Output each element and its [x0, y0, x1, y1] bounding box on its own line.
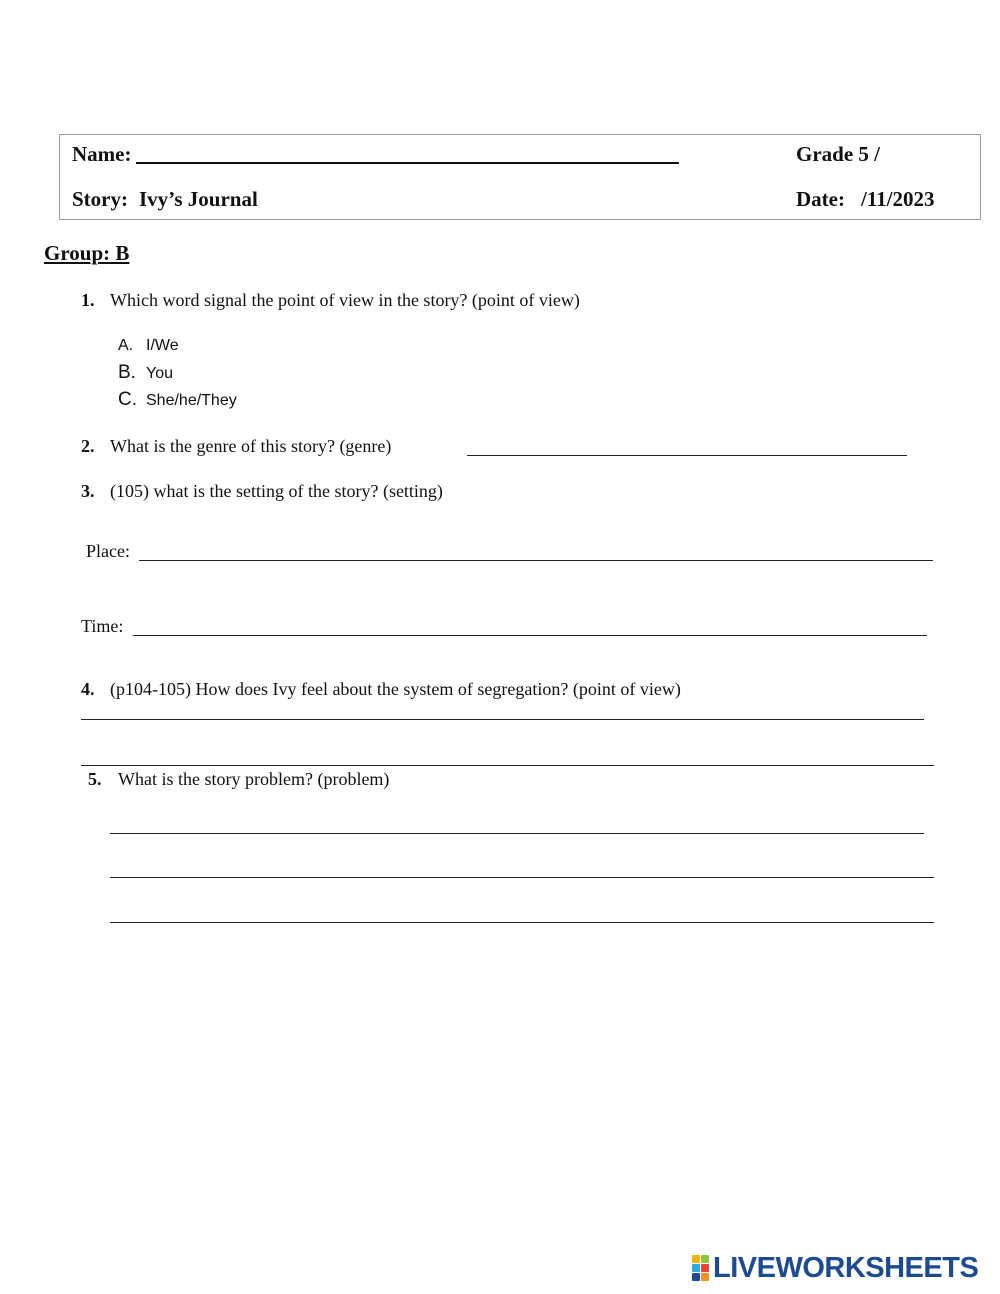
story-title: Ivy’s Journal — [139, 187, 258, 211]
option-b-letter: B. — [118, 362, 136, 383]
question-2-number: 2. — [81, 436, 95, 456]
genre-answer-line[interactable] — [467, 455, 907, 456]
date-value: /11/2023 — [861, 187, 935, 211]
question-5-answer-line-3[interactable] — [110, 922, 934, 923]
grade-label: Grade 5 / — [796, 142, 880, 166]
question-5-text: What is the story problem? (problem) — [118, 769, 390, 789]
name-input-line[interactable] — [136, 162, 679, 164]
question-4-text: (p104-105) How does Ivy feel about the system of segregation? (point of view) — [110, 679, 681, 699]
place-label: Place: — [86, 541, 130, 561]
option-c-text: She/he/They — [146, 392, 237, 409]
option-b[interactable] — [118, 362, 173, 384]
question-2-text: What is the genre of this story? (genre) — [110, 436, 392, 456]
option-c[interactable] — [118, 389, 237, 411]
option-a[interactable] — [118, 337, 179, 355]
question-1-text: Which word signal the point of view in the story? (point of view) — [110, 290, 580, 310]
question-4-answer-line-1[interactable] — [81, 719, 924, 720]
liveworksheets-brand: LIVEWORKSHEETS — [713, 1251, 979, 1284]
liveworksheets-logo — [692, 1253, 978, 1283]
question-5 — [88, 769, 389, 790]
question-5-answer-line-2[interactable] — [110, 877, 934, 878]
question-4 — [81, 679, 681, 700]
question-3 — [81, 481, 443, 502]
question-1-number: 1. — [81, 290, 95, 310]
story-label: Story: — [72, 187, 128, 211]
name-label: Name: — [72, 142, 132, 166]
question-3-number: 3. — [81, 481, 95, 501]
option-a-text: I/We — [146, 337, 179, 354]
time-answer-line[interactable] — [133, 635, 927, 636]
date-label: Date: — [796, 187, 845, 211]
liveworksheets-logo-icon — [692, 1255, 709, 1281]
question-1 — [81, 290, 580, 311]
option-b-text: You — [146, 365, 173, 382]
time-label: Time: — [81, 616, 124, 636]
question-3-text: (105) what is the setting of the story? (setting) — [110, 481, 443, 501]
option-a-letter: A. — [118, 337, 134, 354]
question-5-number: 5. — [88, 769, 102, 789]
group-title: Group: B — [44, 241, 130, 265]
question-4-answer-line-2[interactable] — [81, 765, 934, 766]
question-4-number: 4. — [81, 679, 95, 699]
question-5-answer-line-1[interactable] — [110, 833, 924, 834]
place-answer-line[interactable] — [139, 560, 933, 561]
question-2 — [81, 436, 391, 457]
option-c-letter: C. — [118, 389, 137, 410]
